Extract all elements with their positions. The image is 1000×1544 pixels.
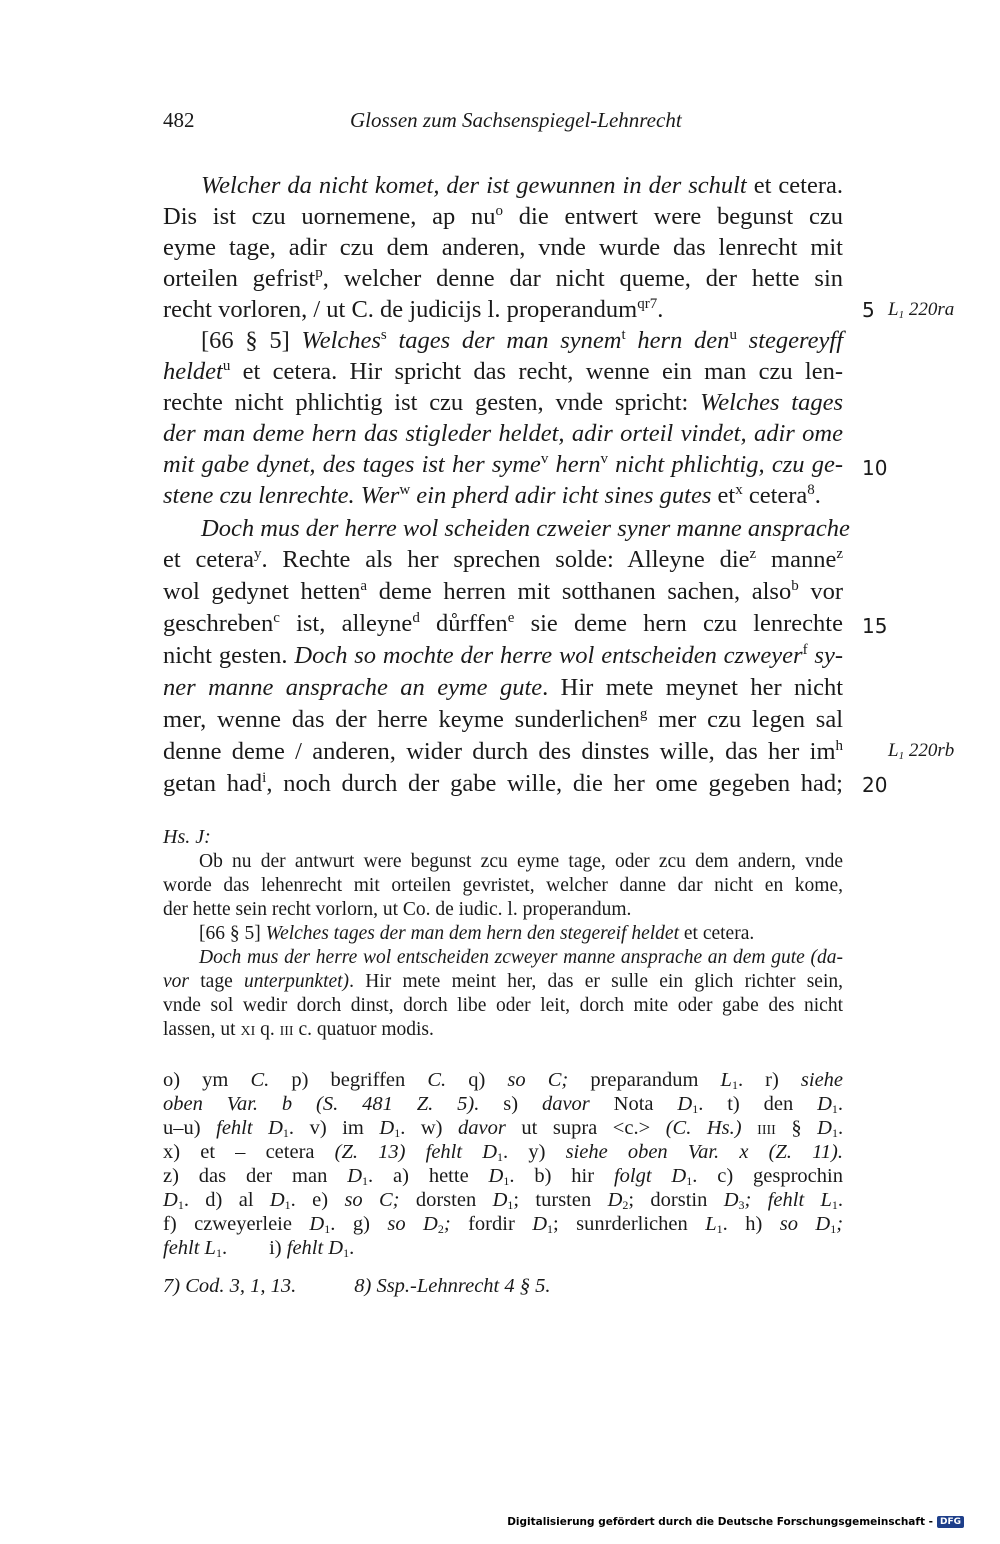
credit-text: Digitalisierung gefördert durch die Deutsche Forschungsgemeinschaft - [507,1516,933,1528]
text-line [163,449,843,480]
text: deme herren mit sotthanen sachen, also [367,578,792,605]
lemma: unterpunktet) [244,971,350,992]
variant-marker: o [495,203,504,219]
text-line [163,704,843,735]
text-line [163,513,850,544]
variant-marker: u [729,327,737,343]
text-line [163,325,843,356]
text-line [163,970,843,995]
text-line: lassen, ut xi q. iii c. quatuor modis. [163,1019,434,1040]
lemma: stegereyff [736,327,844,354]
text: . Hir mete meynet her nicht [542,674,844,701]
text: ist, alleyne [279,610,413,637]
running-title: Glossen zum Sachsenspiegel-Lehnrecht [350,108,682,132]
lemma: der man deme hern das stigleder heldet, adir orteil vindet, adir ome [163,420,843,447]
text: tage [189,971,244,992]
text-line [163,640,843,671]
manuscript-label: Hs. J: [163,826,211,848]
variant-marker: y [253,546,262,562]
text: orteilen gefrist [163,265,316,292]
dfg-logo: DFG [937,1516,964,1528]
apparatus-line: u–u) fehlt $D_1$. v) im $D_1$. w) davor ut supra <c.> (C. Hs.) iiii § $D_1$. [163,1117,844,1140]
variant-marker: v [540,451,549,467]
text-line [163,736,843,767]
lemma: ein pherd adir icht sines gutes [410,482,712,509]
text-line [163,576,843,607]
variant-marker: b [791,578,799,594]
text-line: Ob nu der antwurt were begunst zcu eyme tage, oder zcu dem andern, vnde [199,851,843,872]
text-line [163,201,843,232]
lemma: Welches tages der man dem hern den stegereif heldet [265,923,679,944]
text: nicht gesten. [163,642,295,669]
text: et cetera [163,546,254,573]
line-number: 10 [862,456,888,480]
variant-marker: t [621,327,626,343]
text: et [711,482,736,509]
lemma: sy- [807,642,843,669]
text: die entwert were begunst czu [503,203,843,230]
text: recht vorloren, / ut C. de judicijs l. properandum [163,296,638,323]
lemma: Doch mus der herre wol scheiden czweier syner manne ansprache [201,515,850,542]
lemma: tages der man synem [386,327,622,354]
text-line [163,294,843,325]
lemma: nicht phlichtig, czu ge- [607,451,843,478]
text: , noch durch der gabe wille, die her ome gegeben had; [266,770,843,797]
source-note: 8) Ssp.-Lehnrecht 4 § 5. [354,1275,551,1297]
text-line: vnde sol wedir dorch dinst, dorch libe oder leit, dorch mite oder gabe des nicht [163,995,843,1016]
text-line: worde das lehenrecht mit orteilen gevristet, welcher danne dar nicht en kome, [163,875,843,896]
apparatus-line: $D_1$. d) al $D_1$. e) so C; dorsten $D_1$; tursten $D_2$; dorstin $D_3$; fehlt $L_1$. [163,1189,844,1212]
text: mer, wenne das der herre keyme sunderlichen [163,706,640,733]
source-notes [163,1274,843,1298]
line-number: 15 [862,614,888,638]
lemma: hern den [625,327,730,354]
text: . Rechte als her sprechen solde: Alleyne die [261,546,750,573]
apparatus-line: oben Var. b (S. 481 Z. 5). s) davor Nota $D_1$. t) den $D_1$. [163,1093,844,1116]
text-line [163,768,843,799]
text: . [657,296,664,323]
text-line [163,170,843,201]
text: getan had [163,770,263,797]
text: geschreben [163,610,274,637]
text: sie deme hern czu lenrechte [514,610,843,637]
variant-marker: c [273,610,280,626]
lemma: Welcher da nicht komet, der ist gewunnen in der schult [201,172,747,199]
variant-marker: d [412,610,420,626]
variant-marker: z [749,546,757,562]
apparatus-line: f) czweyerleie $D_1$. g) so $D_2$; fordir $D_1$; sunrderlichen $L_1$. h) so $D_1$; [163,1213,844,1236]
text: mer czu legen sal [647,706,844,733]
apparatus-line: fehlt $L_1$. i) fehlt $D_1$. [163,1237,355,1260]
footnote-marker: 8 [807,482,815,498]
text-line [163,387,843,418]
text-line [163,946,843,971]
text: vor [798,578,843,605]
lemma: Doch mus der herre wol entscheiden zcweyer manne ansprache an dem gute (da- [199,947,843,968]
lemma: mit gabe dynet, des tages ist her syme [163,451,541,478]
text: et cetera. [679,923,755,944]
text: wol gedynet hetten [163,578,361,605]
apparatus-line: o) ym C. p) begriffen C. q) so C; preparandum $L_1$. r) siehe [163,1069,844,1092]
lemma: hern [548,451,601,478]
lemma: ner manne ansprache an eyme gute [163,674,543,701]
margin-folio-note: $L_1$ 220rb [888,740,955,762]
variant-marker: x [735,482,743,498]
variant-marker: i [262,770,267,786]
digitization-credit [507,1516,964,1528]
lemma: stene czu lenrechte. Wer [163,482,400,509]
variant-marker: e [507,610,515,626]
text-line [163,418,843,449]
text-line [163,356,843,387]
apparatus-line: x) et – cetera (Z. 13) fehlt $D_1$. y) siehe oben Var. x (Z. 11). [163,1141,844,1164]
variant-marker: v [600,451,608,467]
variant-marker: s [380,327,387,343]
text-line: eyme tage, adir czu dem anderen, vnde wurde das lenrecht mit [163,234,843,261]
variant-marker: g [639,706,648,722]
text: cetera [742,482,808,509]
lemma: Welches tages [700,389,843,416]
text: [66 § 5] [201,327,302,354]
variant-marker: qr7 [637,296,658,312]
text-line: der hette sein recht vorlorn, ut Co. de iudic. l. properandum. [163,899,632,920]
lemma: Doch so mochte der herre wol entscheiden czweyer [294,642,803,669]
source-note: 7) Cod. 3, 1, 13. [163,1275,297,1297]
text-line [163,922,843,947]
variant-marker: a [360,578,368,594]
text: et cetera. [746,172,843,199]
text: et cetera. Hir spricht das recht, wenne ein man czu len- [230,358,843,385]
lemma: vor [163,971,189,992]
apparatus-line: z) das der man $D_1$. a) hette $D_1$. b) hir folgt $D_1$. c) gesprochin [163,1165,843,1188]
variant-marker: h [835,738,843,754]
page-number: 482 [163,108,195,132]
line-number: 5 [862,298,875,322]
text: . [814,482,821,509]
lemma: Welches [301,327,381,354]
text: , welcher denne dar nicht queme, der hette sin [322,265,843,292]
text: důrffen [419,610,508,637]
text-line [163,608,843,639]
variant-marker: w [399,482,411,498]
text: denne deme / anderen, wider durch des dinstes wille, das her im [163,738,836,765]
variant-marker: u [222,358,231,374]
text: [66 § 5] [199,923,266,944]
margin-folio-note: $L_1$ 220ra [888,299,955,321]
text: . Hir mete meint her, das er sulle ein glich richter sein, [349,971,843,992]
lemma: heldet [163,358,223,385]
text-line [163,544,843,575]
variant-marker: f [802,642,808,658]
text-line [163,672,843,703]
text-line [163,480,843,511]
text: rechte nicht phlichtig ist czu gesten, vnde spricht: [163,389,701,416]
variant-marker: p [315,265,323,281]
text-line [163,263,843,294]
text: manne [756,546,837,573]
variant-marker: z [836,546,843,562]
text: Dis ist czu uornemene, ap nu [163,203,496,230]
line-number: 20 [862,773,888,797]
